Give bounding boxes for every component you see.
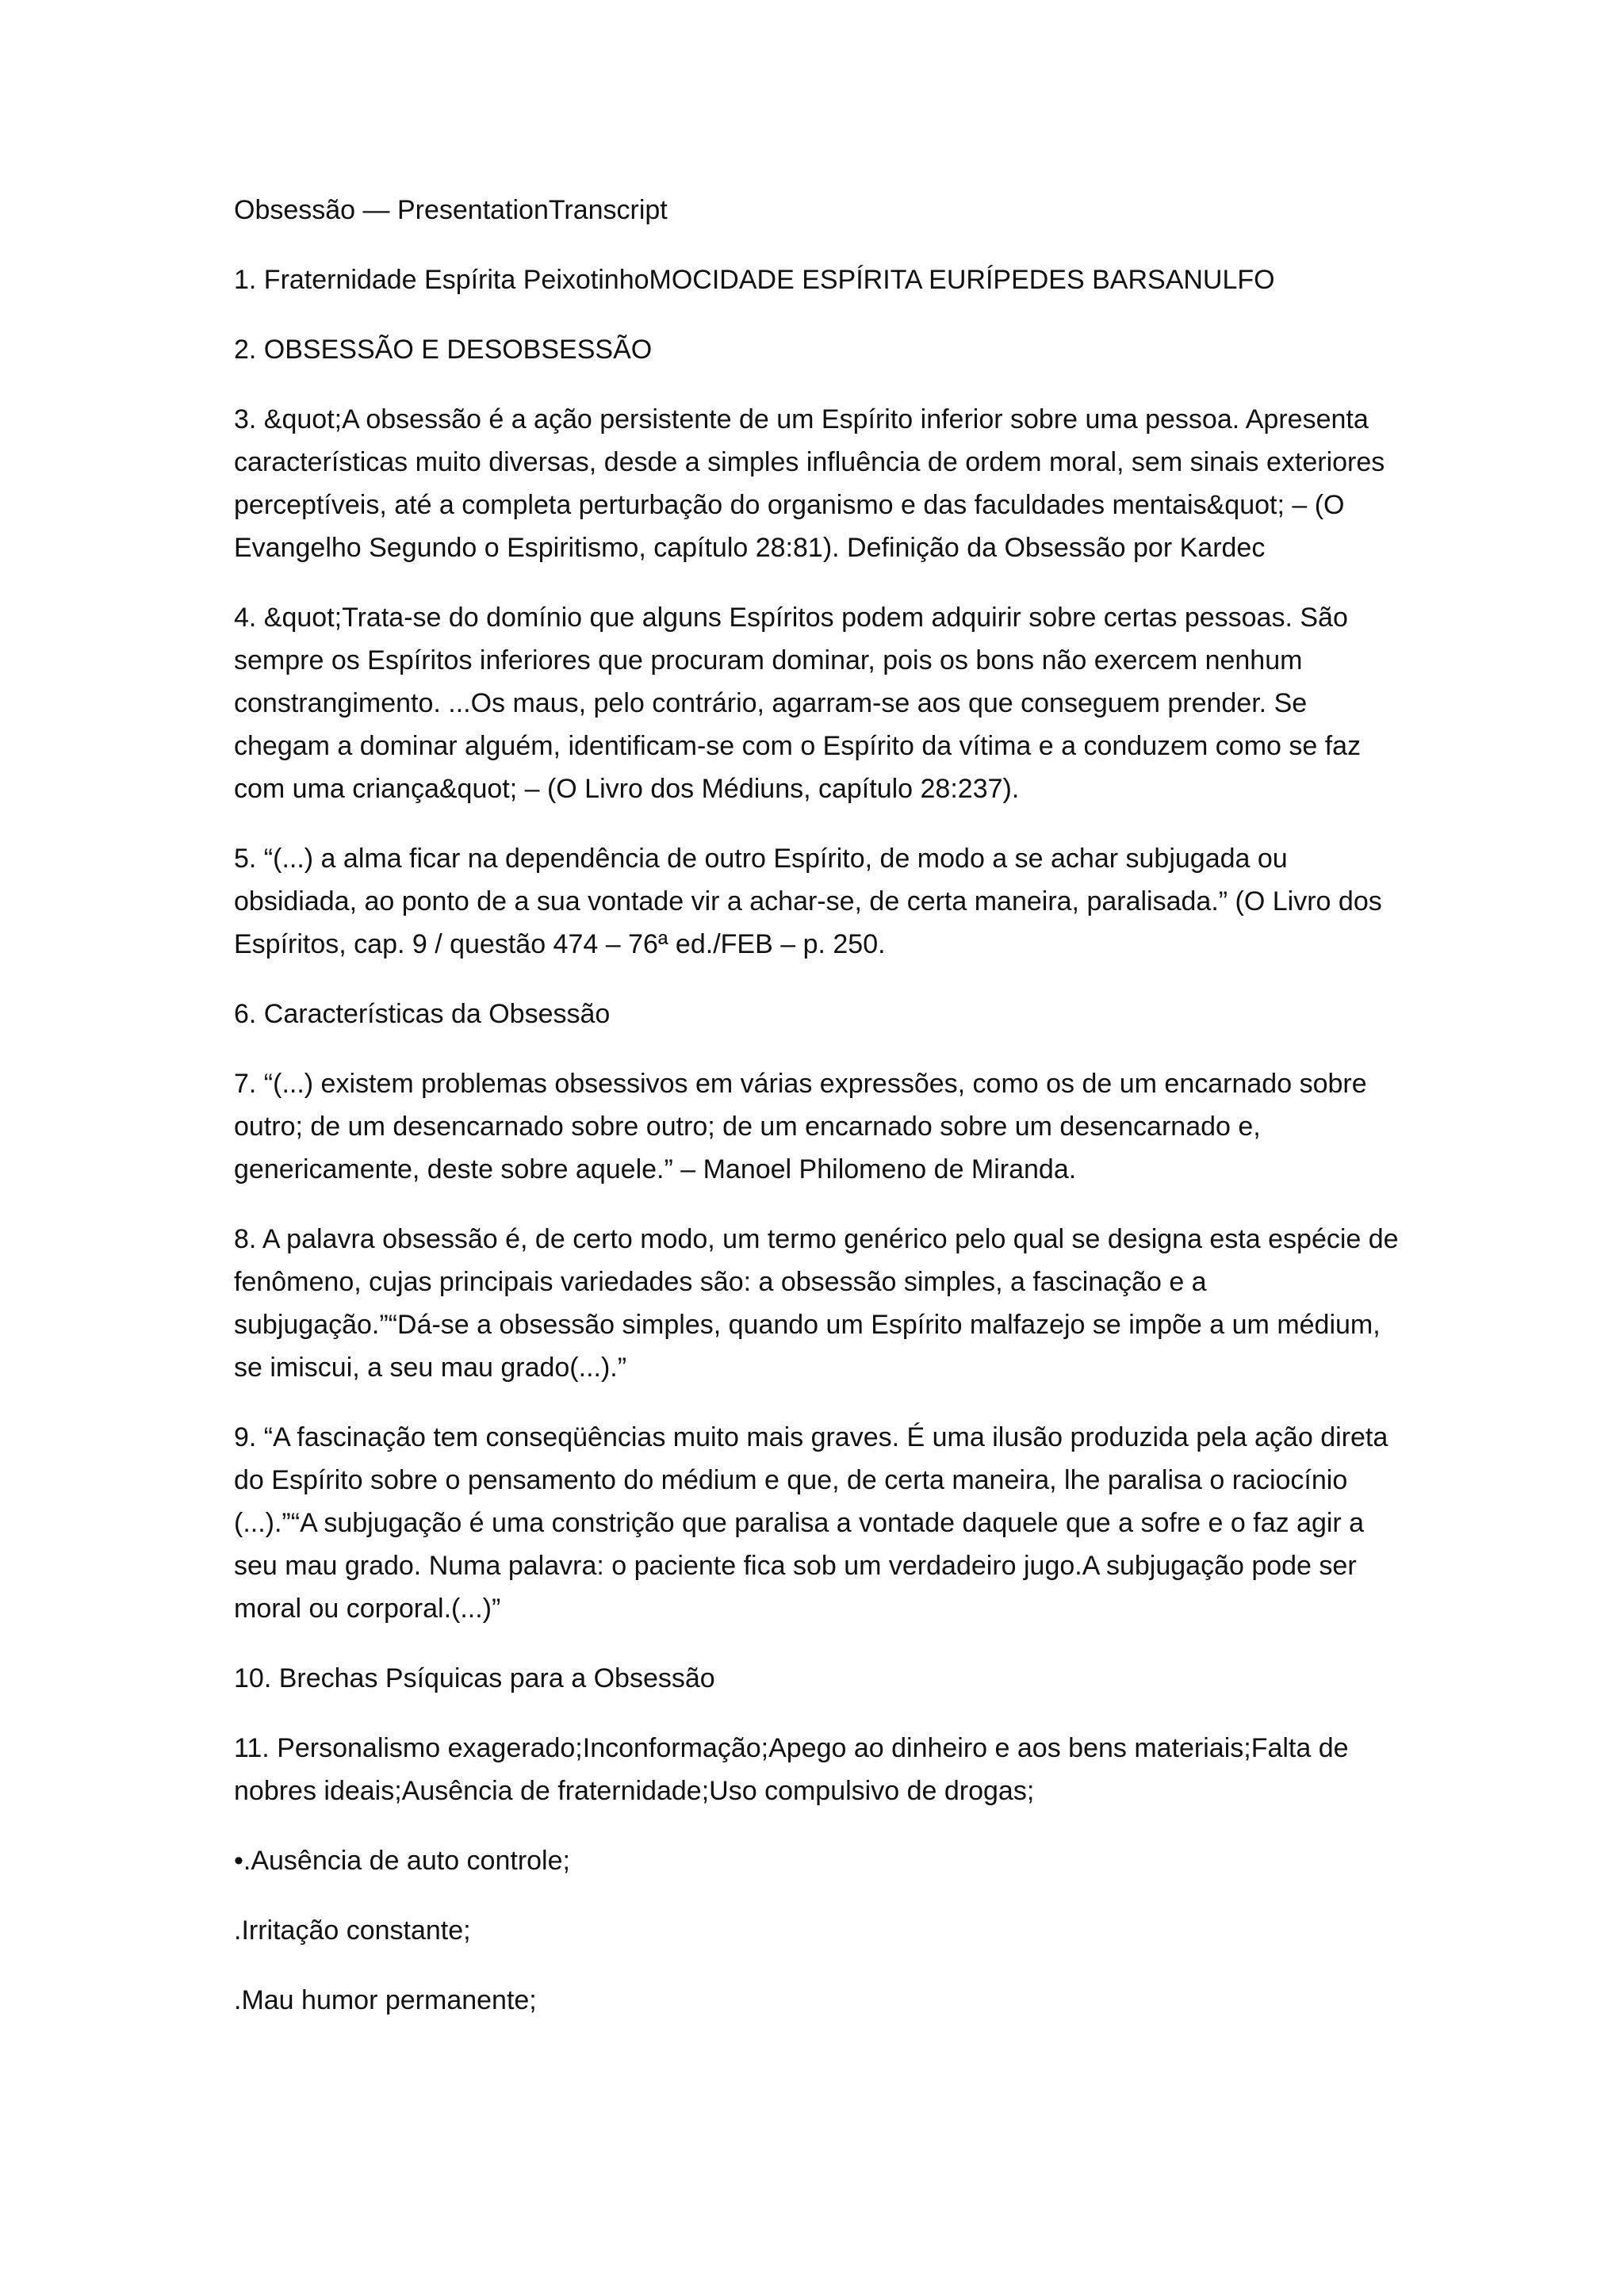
paragraph-5: 5. “(...) a alma ficar na dependência de outro Espírito, de modo a se achar subjugada ou obsidiada, ao ponto de a sua vontade vir a achar-se, de certa maneira, paralisada.” (O Livro dos Espíritos, cap. 9 / questão 474 – 76ª ed./FEB – p. 250. <box>234 844 1382 959</box>
bullet-item-2: .Irritação constante; <box>234 1915 471 1946</box>
paragraph-10: 10. Brechas Psíquicas para a Obsessão <box>234 1663 715 1693</box>
paragraph-4: 4. &quot;Trata-se do domínio que alguns Espíritos podem adquirir sobre certas pessoas. São sempre os Espíritos inferiores que procuram dominar, pois os bons não exercem nenhum constrangimento. ...Os maus, pelo contrário, agarram-se aos que conseguem prender. Se chegam a dominar alguém, identificam-se com o Espírito da vítima e a conduzem como se faz com uma criança&quot; – (O Livro dos Médiuns, capítulo 28:237). <box>234 603 1362 804</box>
paragraph-8: 8. A palavra obsessão é, de certo modo, um termo genérico pelo qual se designa esta espécie de fenômeno, cujas principais variedades são: a obsessão simples, a fascinação e a subjugação.”“Dá-se a obsessão simples, quando um Espírito malfazejo se impõe a um médium, se imiscui, a seu mau grado(...).” <box>234 1224 1399 1383</box>
paragraph-9: 9. “A fascinação tem conseqüências muito mais graves. É uma ilusão produzida pela ação direta do Espírito sobre o pensamento do médium e que, de certa maneira, lhe paralisa o raciocínio (...).”“A subjugação é uma constrição que paralisa a vontade daquele que a sofre e o faz agir a seu mau grado. Numa palavra: o paciente fica sob um verdadeiro jugo.A subjugação pode ser moral ou corporal.(...)” <box>234 1422 1388 1624</box>
paragraph-11: 11. Personalismo exagerado;Inconformação;Apego ao dinheiro e aos bens materiais;Falta de nobres ideais;Ausência de fraternidade;Uso compulsivo de drogas; <box>234 1733 1349 1806</box>
document-body <box>234 189 1408 2049</box>
bullet-item-1: •.Ausência de auto controle; <box>234 1846 570 1876</box>
paragraph-1: 1. Fraternidade Espírita PeixotinhoMOCIDADE ESPÍRITA EURÍPEDES BARSANULFO <box>234 265 1275 295</box>
document-title: Obsessão — PresentationTranscript <box>234 195 668 225</box>
paragraph-6: 6. Características da Obsessão <box>234 999 611 1029</box>
bullet-item-3: .Mau humor permanente; <box>234 1985 537 2015</box>
paragraph-2: 2. OBSESSÃO E DESOBSESSÃO <box>234 335 653 365</box>
paragraph-7: 7. “(...) existem problemas obsessivos em várias expressões, como os de um encarnado sobre outro; de um desencarnado sobre outro; de um encarnado sobre um desencarnado e, genericamente, deste sobre aquele.” – Manoel Philomeno de Miranda. <box>234 1069 1367 1184</box>
paragraph-3: 3. &quot;A obsessão é a ação persistente de um Espírito inferior sobre uma pessoa. Apresenta características muito diversas, desde a simples influência de ordem moral, sem sinais exteriores perceptíveis, até a completa perturbação do organismo e das faculdades mentais&quot; – (O Evangelho Segundo o Espiritismo, capítulo 28:81). Definição da Obsessão por Kardec <box>234 404 1385 563</box>
